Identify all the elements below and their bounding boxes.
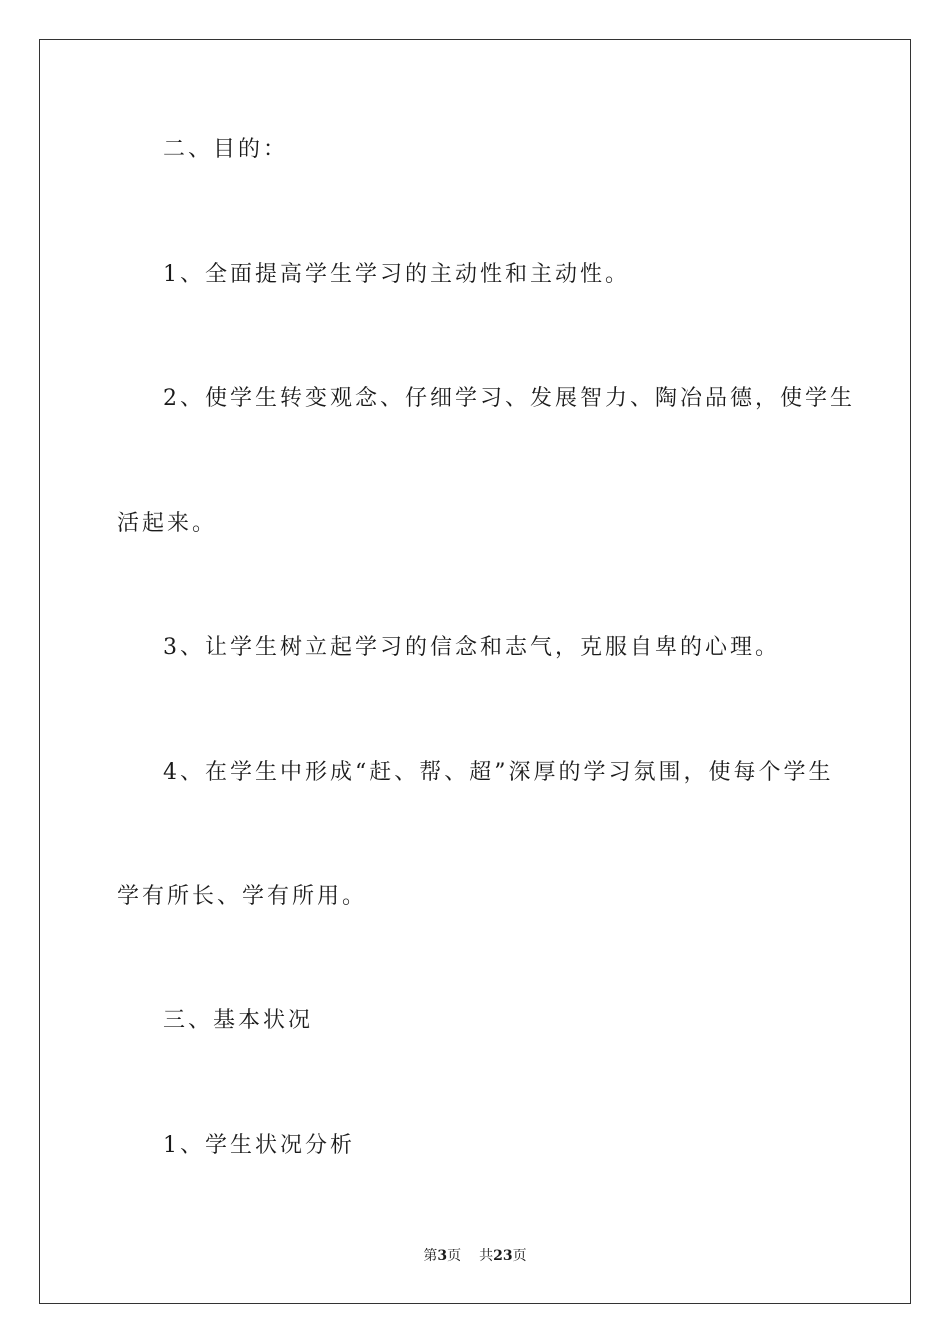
purpose-item-2-continued: 活起来。 <box>117 511 218 536</box>
purpose-item-3: 3、让学生树立起学习的信念和志气，克服自卑的心理。 <box>163 635 780 660</box>
purpose-item-1: 1、全面提高学生学习的主动性和主动性。 <box>163 262 630 287</box>
heading-purpose: 二、目的： <box>163 137 289 162</box>
situation-item-1: 1、学生状况分析 <box>163 1133 355 1158</box>
footer-page-prefix: 第 <box>423 1248 438 1264</box>
footer-total-suffix: 页 <box>512 1248 527 1264</box>
footer-total-prefix: 共 <box>479 1248 494 1264</box>
purpose-item-4: 4、在学生中形成“赶、帮、超”深厚的学习氛围，使每个学生 <box>163 760 834 785</box>
purpose-item-4-continued: 学有所长、学有所用。 <box>117 884 368 909</box>
footer-page-suffix: 页 <box>447 1248 462 1264</box>
page-border <box>39 39 911 1304</box>
purpose-item-2: 2、使学生转变观念、仔细学习、发展智力、陶冶品德，使学生 <box>163 386 855 411</box>
heading-basic-situation: 三、基本状况 <box>163 1008 314 1033</box>
footer-page-number: 3 <box>437 1248 448 1264</box>
page-footer <box>0 1249 950 1263</box>
footer-total-pages: 23 <box>493 1248 513 1264</box>
